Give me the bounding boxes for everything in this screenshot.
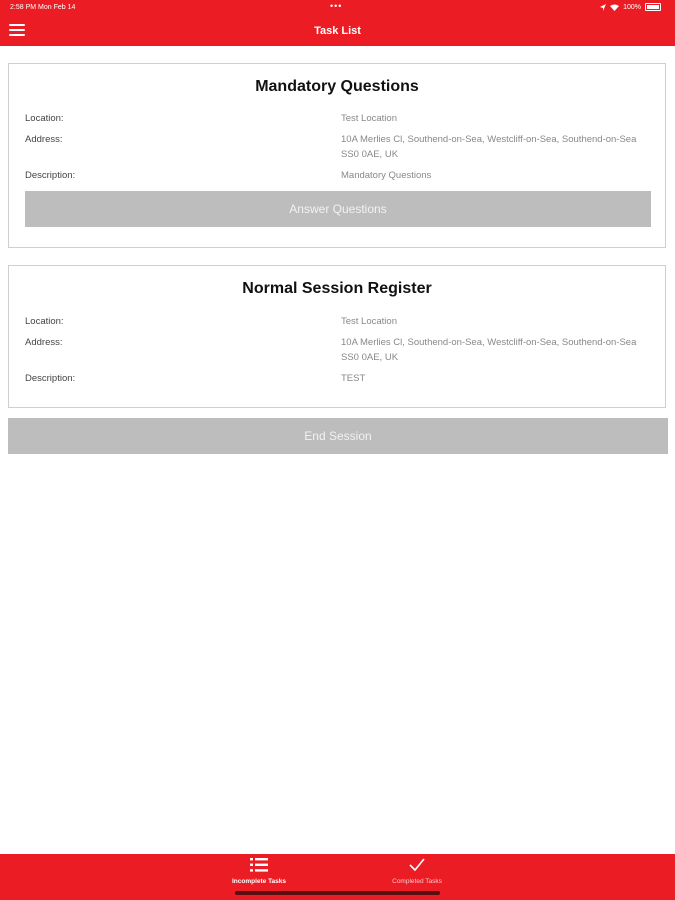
location-icon	[600, 4, 606, 11]
address-label: Address:	[25, 337, 63, 348]
checkmark-icon	[342, 858, 492, 877]
task-title: Mandatory Questions	[255, 78, 419, 95]
status-bar	[0, 0, 675, 16]
description-label: Description:	[25, 170, 76, 181]
location-label: Location:	[25, 316, 64, 327]
answer-questions-button[interactable]: Answer Questions	[25, 191, 651, 227]
list-icon	[184, 858, 334, 877]
tab-label: Incomplete Tasks	[231, 878, 287, 885]
nav-bar	[0, 16, 675, 46]
tab-label: Completed Tasks	[392, 878, 442, 885]
home-indicator	[235, 891, 440, 895]
address-value: 10A Merlies Cl, Southend-on-Sea, Westcliff-on-Sea, Southend-on-Sea SS0 0AE, UK	[341, 134, 637, 160]
battery-icon	[645, 3, 661, 11]
location-label: Location:	[25, 113, 64, 124]
wifi-icon	[610, 4, 619, 11]
status-indicators	[600, 3, 661, 11]
description-value: TEST	[341, 373, 366, 384]
end-session-button[interactable]: End Session	[8, 418, 668, 454]
location-value: Test Location	[341, 316, 397, 327]
address-label: Address:	[25, 134, 63, 145]
status-time: 2:58 PM Mon Feb 14	[10, 4, 76, 11]
description-label: Description:	[25, 373, 76, 384]
task-card-mandatory-questions	[8, 63, 666, 248]
location-value: Test Location	[341, 113, 397, 124]
description-value: Mandatory Questions	[341, 170, 432, 181]
task-card-normal-session-register	[8, 265, 666, 408]
address-value: 10A Merlies Cl, Southend-on-Sea, Westcliff-on-Sea, Southend-on-Sea SS0 0AE, UK	[341, 337, 637, 363]
task-title: Normal Session Register	[242, 280, 432, 297]
battery-percent: 100%	[623, 3, 641, 11]
page-title: Task List	[314, 25, 361, 37]
multitasking-dots: •••	[330, 1, 343, 11]
